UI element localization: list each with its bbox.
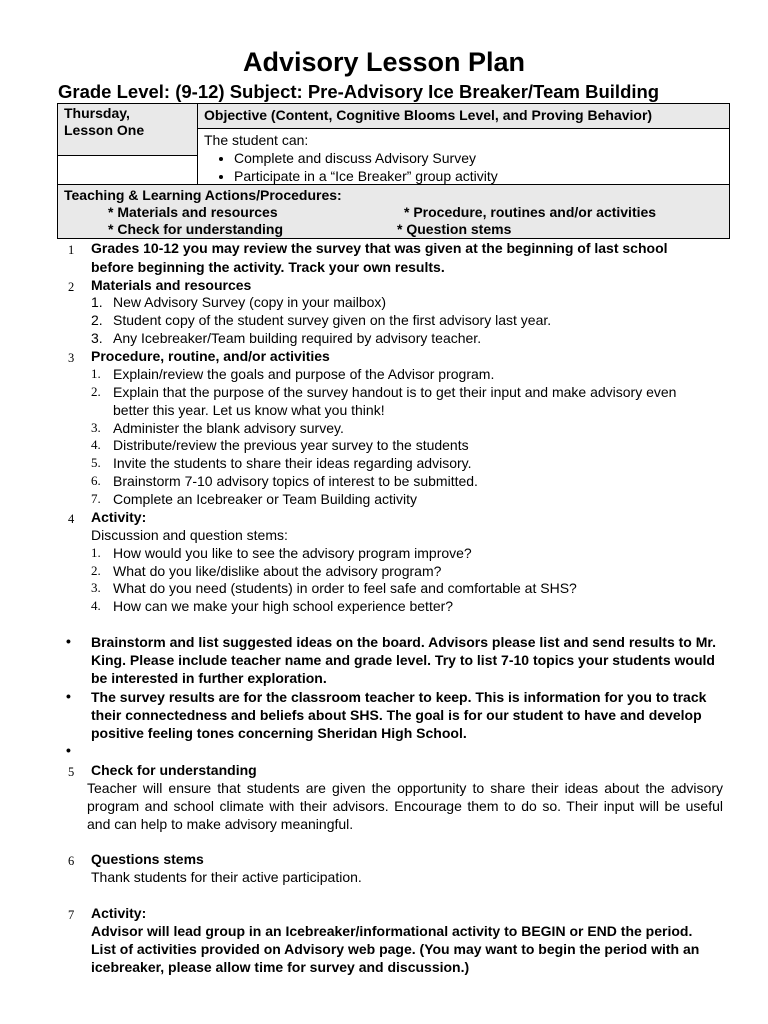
teaching-item: * Question stems <box>397 221 512 237</box>
teaching-cell <box>58 184 729 238</box>
list-number: 3. <box>91 330 103 346</box>
section-number: 6 <box>68 854 75 868</box>
bullet-icon: • <box>66 742 71 758</box>
teaching-item: * Materials and resources <box>108 204 278 220</box>
bullet-icon: • <box>66 633 71 649</box>
list-item: New Advisory Survey (copy in your mailbox) <box>113 294 387 310</box>
list-number: 2. <box>91 384 101 399</box>
list-item: Student copy of the student survey given on the first advisory last year. <box>113 312 552 328</box>
list-number: 6. <box>91 473 101 488</box>
section-heading: Activity: <box>91 509 147 525</box>
teaching-item: * Procedure, routines and/or activities <box>404 204 657 220</box>
list-item: How would you like to see the advisory program improve? <box>113 545 472 561</box>
section-paragraph: Advisor will lead group in an Icebreaker/informational activity to BEGIN or END the period. List of activities provided on Advisory web page. (You may want to begin the period with an icebreaker, please allow time for survey and discussion.) <box>91 923 700 975</box>
teaching-item: * Check for understanding <box>108 221 284 237</box>
list-item-continuation: better this year. Let us know what you think! <box>113 402 385 418</box>
list-item: Complete an Icebreaker or Team Building activity <box>113 491 418 507</box>
list-number: 2. <box>91 563 101 578</box>
list-item: Distribute/review the previous year survey to the students <box>113 437 469 453</box>
bullet-icon: • <box>66 688 71 704</box>
section-paragraph: Thank students for their active participation. <box>91 869 362 885</box>
section-heading: Questions stems <box>91 851 204 867</box>
list-number: 3. <box>91 420 101 435</box>
objective-item: • Complete and discuss Advisory Survey <box>234 149 723 167</box>
bullet-text: Brainstorm and list suggested ideas on the board. Advisors please list and send results to Mr. King. Please include teacher name and grade level. Try to list 7-10 topics your students would be interested in further exploration. <box>91 634 716 686</box>
student-can-label: The student can: <box>204 132 309 148</box>
list-number: 1. <box>91 294 103 310</box>
section-heading: Procedure, routine, and/or activities <box>91 348 330 364</box>
section-heading: Check for understanding <box>91 762 257 778</box>
list-item: What do you need (students) in order to feel safe and comfortable at SHS? <box>113 580 577 596</box>
section-intro: Discussion and question stems: <box>91 527 288 543</box>
list-number: 2. <box>91 312 103 328</box>
teaching-header: Teaching & Learning Actions/Procedures: <box>64 187 342 203</box>
list-item: Brainstorm 7-10 advisory topics of interest to be submitted. <box>113 473 478 489</box>
section-number: 5 <box>68 765 75 779</box>
section-text-line: Grades 10-12 you may review the survey that was given at the beginning of last school <box>91 240 668 256</box>
section-number: 4 <box>68 512 75 526</box>
list-number: 1. <box>91 545 101 560</box>
day-cell <box>58 104 198 155</box>
list-number: 3. <box>91 580 101 595</box>
page-subtitle: Grade Level: (9-12) Subject: Pre-Advisory Ice Breaker/Team Building <box>58 81 660 102</box>
section-number: 1 <box>68 243 75 257</box>
list-item: Invite the students to share their ideas regarding advisory. <box>113 455 472 471</box>
list-number: 7. <box>91 491 101 506</box>
list-item: Explain that the purpose of the survey handout is to get their input and make advisory even <box>113 384 677 400</box>
section-number: 3 <box>68 351 75 365</box>
objective-list <box>204 149 723 185</box>
lesson-label: Lesson One <box>64 122 145 138</box>
list-item: Any Icebreaker/Team building required by advisory teacher. <box>113 330 482 346</box>
section-number: 2 <box>68 280 75 294</box>
bullet-text: The survey results are for the classroom teacher to keep. This is information for you to track their connectedness and beliefs about SHS. The goal is for our student to have and develop positive feeling tones concerning Sheridan High School. <box>91 689 707 741</box>
section-number: 7 <box>68 908 75 922</box>
list-item: Explain/review the goals and purpose of the Advisor program. <box>113 366 495 382</box>
blank-cell <box>58 155 198 184</box>
section-heading: Activity: <box>91 905 147 921</box>
list-number: 5. <box>91 455 101 470</box>
lesson-table <box>57 103 730 239</box>
objective-header: Objective (Content, Cognitive Blooms Level, and Proving Behavior) <box>198 104 729 129</box>
list-number: 4. <box>91 437 101 452</box>
section-text-line: before beginning the activity. Track your own results. <box>91 259 445 275</box>
section-paragraph: Teacher will ensure that students are given the opportunity to share their ideas about the advisory program and school climate with their advisors. Encourage them to do so. Their input will be useful and can help to make advisory meaningful. <box>87 780 723 832</box>
list-item: Administer the blank advisory survey. <box>113 420 344 436</box>
objective-item: • Participate in a “Ice Breaker” group activity <box>234 167 723 185</box>
section-heading: Materials and resources <box>91 277 252 293</box>
objective-cell <box>198 129 729 184</box>
list-number: 4. <box>91 598 101 613</box>
day-label: Thursday, <box>64 105 130 121</box>
list-number: 1. <box>91 366 101 381</box>
page-title: Advisory Lesson Plan <box>242 47 526 77</box>
list-item: What do you like/dislike about the advisory program? <box>113 563 442 579</box>
list-item: How can we make your high school experience better? <box>113 598 454 614</box>
